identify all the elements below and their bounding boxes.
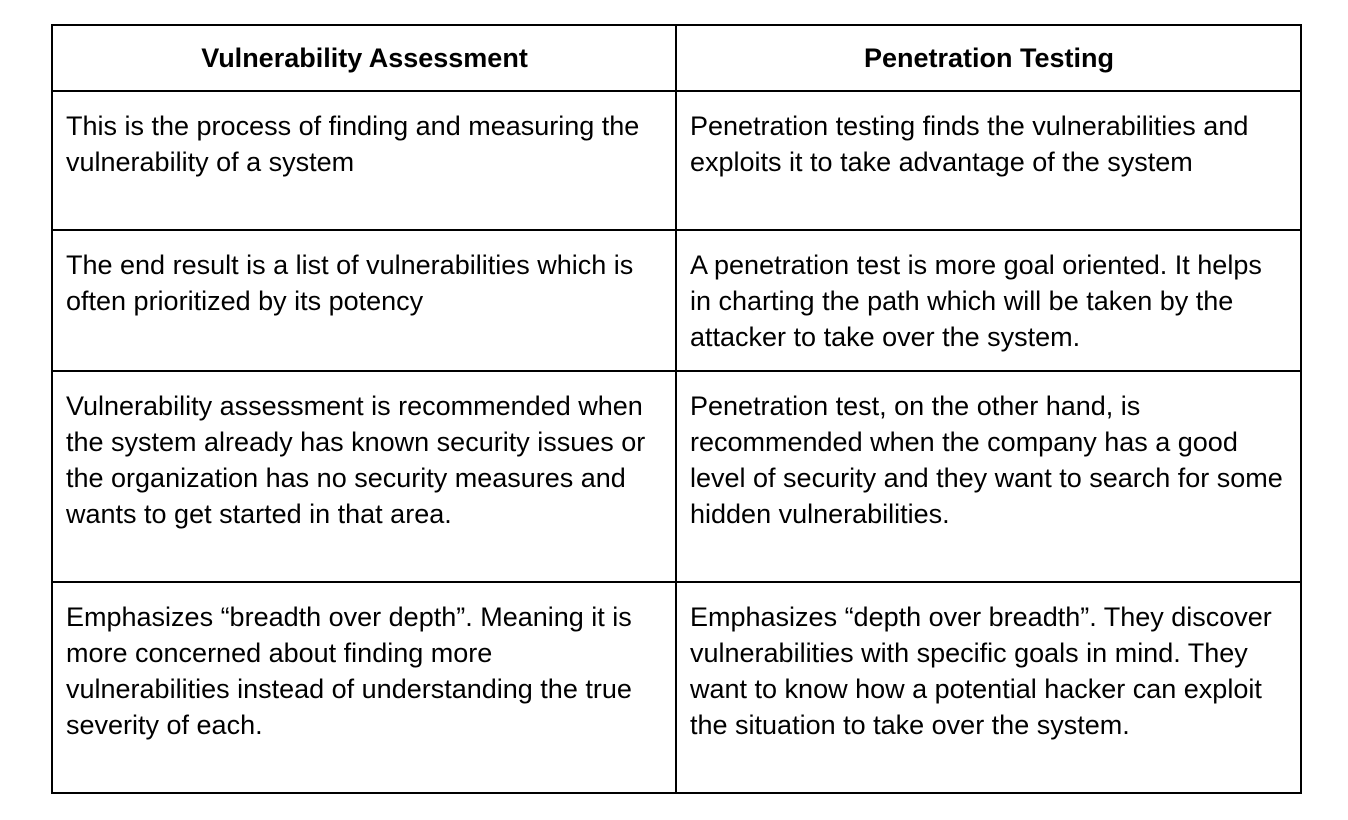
cell-text: The end result is a list of vulnerabilities which is often prioritized by its potency — [66, 250, 634, 316]
cell-vulnerability-assessment — [52, 230, 676, 371]
table-row — [52, 582, 1301, 793]
cell-vulnerability-assessment — [52, 371, 676, 582]
cell-vulnerability-assessment — [52, 582, 676, 793]
cell-text: Vulnerability assessment is recommended when the system already has known security issues or the organization has no security measures and wants to get started in that area. — [66, 391, 646, 529]
cell-penetration-testing — [676, 230, 1301, 371]
table-header — [52, 25, 1301, 91]
cell-text: Emphasizes “breadth over depth”. Meaning it is more concerned about finding more vulnerabilities instead of understanding the true severity of each. — [66, 602, 632, 740]
cell-text: Penetration testing finds the vulnerabilities and exploits it to take advantage of the system — [690, 111, 1249, 177]
table-row — [52, 230, 1301, 371]
cell-text: This is the process of finding and measuring the vulnerability of a system — [66, 111, 640, 177]
cell-vulnerability-assessment — [52, 91, 676, 230]
cell-penetration-testing — [676, 582, 1301, 793]
table-row — [52, 91, 1301, 230]
header-penetration-testing: Penetration Testing — [676, 25, 1301, 91]
cell-text: A penetration test is more goal oriented. It helps in charting the path which will be taken by the attacker to take over the system. — [690, 250, 1262, 352]
cell-penetration-testing — [676, 371, 1301, 582]
cell-text: Penetration test, on the other hand, is recommended when the company has a good level of security and they want to search for some hidden vulnerabilities. — [690, 391, 1283, 529]
comparison-table — [51, 24, 1302, 794]
table-body — [52, 91, 1301, 793]
cell-text: Emphasizes “depth over breadth”. They discover vulnerabilities with specific goals in mind. They want to know how a potential hacker can exploit the situation to take over the system. — [690, 602, 1272, 740]
header-vulnerability-assessment: Vulnerability Assessment — [52, 25, 676, 91]
header-row — [52, 25, 1301, 91]
cell-penetration-testing — [676, 91, 1301, 230]
table-row — [52, 371, 1301, 582]
